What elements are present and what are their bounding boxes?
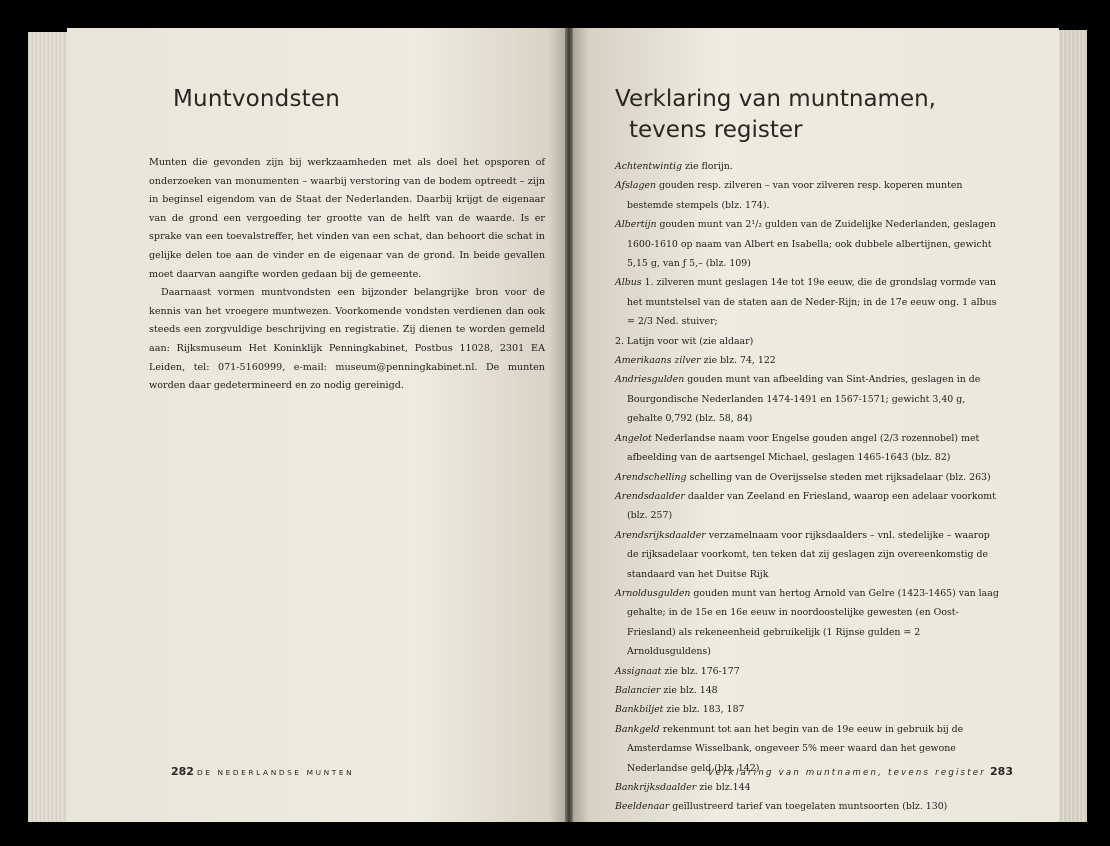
glossary-term: Arnoldusgulden bbox=[615, 587, 691, 599]
glossary-entry bbox=[615, 662, 999, 681]
glossary-definition: verzamelnaam voor rijksdaalders – vnl. stedelijke – waarop de rijksadelaar voorkomt, ten teken dat zij geslagen zijn overeenkomstig de standaard van het Duitse Rijk bbox=[627, 529, 990, 580]
glossary-entry bbox=[615, 273, 999, 331]
glossary-term: Albertijn bbox=[615, 219, 657, 231]
glossary-definition: gouden munt van hertog Arnold van Gelre (1423-1465) van laag gehalte; in de 15e en 16e eeuw in noordoostelijke gewesten (en Oost-Friesland) als rekeneenheid gebruikelijk (1 Rijnse gulden = 2 Arnoldusguldens) bbox=[627, 587, 999, 658]
glossary-entry bbox=[615, 429, 999, 468]
glossary-entry bbox=[615, 332, 999, 351]
glossary-definition: rekenmunt tot aan het begin van de 19e eeuw in gebruik bij de Amsterdamse Wisselbank, ongeveer 5% meer waard dan het gewone Nederlandse geld (blz. 142) bbox=[627, 723, 964, 774]
glossary-entry bbox=[615, 700, 999, 719]
glossary-definition: 1. zilveren munt geslagen 14e tot 19e eeuw, die de grondslag vormde van het muntstelsel van de staten aan de Neder-Rijn; in de 17e eeuw ong. 1 albus = 2/3 Ned. stuiver; bbox=[627, 277, 997, 328]
glossary-entry bbox=[615, 176, 999, 215]
glossary-entry bbox=[615, 487, 999, 526]
glossary-term: Arendsrijksdaalder bbox=[615, 529, 706, 541]
left-page-body bbox=[149, 154, 545, 396]
glossary-entry bbox=[615, 351, 999, 370]
glossary-definition: Nederlandse naam voor Engelse gouden angel (2/3 rozennobel) met afbeelding van de aartsengel Michael, geslagen 1465-1643 (blz. 82) bbox=[627, 432, 980, 464]
glossary-term: Arendsdaalder bbox=[615, 490, 685, 502]
glossary-definition: zie blz. 183, 187 bbox=[666, 704, 745, 716]
left-page-title: Muntvondsten bbox=[173, 86, 341, 112]
glossary-term: Angelot bbox=[615, 432, 652, 444]
right-page bbox=[569, 28, 1059, 822]
paragraph: Munten die gevonden zijn bij werkzaamheden met als doel het opsporen of onderzoeken van monumenten – waarbij verstoring van de bodem optreedt – zijn in beginsel eigendom van de Staat der Nederlanden. Daarbij krijgt de eigenaar van de grond een vergoeding ter grootte van de helft van de waarde. Is er sprake van een toevalstreffer, het vinden van een schat, dan behoort die schat in gelijke delen toe aan de vinder en de eigenaar van de grond. In beide gevallen moet daarvan aangifte worden gedaan bij de gemeente. bbox=[149, 157, 545, 280]
glossary-definition: zie blz. 176-177 bbox=[664, 665, 740, 677]
glossary-definition: 2. Latijn voor wit (zie aldaar) bbox=[615, 335, 754, 347]
paragraph: Daarnaast vormen muntvondsten een bijzonder belangrijke bron voor de kennis van het vroegere muntwezen. Voorkomende vondsten verdienen dan ook steeds een zorgvuldige beschrijving en registratie. Zij dienen te worden gemeld aan: Rijksmuseum Het Koninklijk Penningkabinet, Postbus 11028, 2301 EA Leiden, tel: 071-5160999, e-mail: museum@penningkabinet.nl. De munten worden daar gedetermineerd en zo nodig gereinigd. bbox=[149, 287, 545, 392]
left-page-footer bbox=[171, 760, 354, 779]
glossary-term: Assignaat bbox=[615, 665, 662, 677]
glossary-definition: daalder van Zeeland en Friesland, waarop een adelaar voorkomt (blz. 257) bbox=[627, 490, 996, 522]
glossary-entry bbox=[615, 584, 999, 662]
running-footer: Verklaring van muntnamen, tevens register bbox=[707, 768, 987, 778]
glossary-entry bbox=[615, 526, 999, 584]
glossary-entry bbox=[615, 778, 999, 797]
right-page-title bbox=[615, 84, 936, 146]
glossary-term: Andriesgulden bbox=[615, 374, 685, 386]
right-page-edges bbox=[1059, 30, 1087, 822]
glossary-definition: zie blz. 148 bbox=[663, 684, 718, 696]
glossary-list bbox=[615, 157, 999, 817]
glossary-entry bbox=[615, 797, 999, 816]
glossary-term: Amerikaans zilver bbox=[615, 355, 701, 367]
glossary-definition: zie blz.144 bbox=[699, 782, 751, 793]
glossary-entry bbox=[615, 370, 999, 428]
glossary-term: Bankrijksdaalder bbox=[615, 782, 697, 793]
glossary-definition: zie florijn. bbox=[685, 161, 733, 172]
glossary-definition: schelling van de Overijsselse steden met rijksadelaar (blz. 263) bbox=[689, 471, 991, 483]
left-page-edges bbox=[28, 32, 68, 822]
glossary-definition: gouden munt van afbeelding van Sint-Andries, geslagen in de Bourgondische Nederlanden 1474-1491 en 1567-1571; gewicht 3,40 g, gehalte 0,792 (blz. 58, 84) bbox=[627, 374, 981, 425]
glossary-entry bbox=[615, 157, 999, 176]
title-line: Verklaring van muntnamen, bbox=[615, 86, 936, 112]
glossary-term: Achtentwintig bbox=[615, 161, 683, 172]
glossary-definition: gouden munt van 2¹/₂ gulden van de Zuidelijke Nederlanden, geslagen 1600-1610 op naam van Albert en Isabella; ook dubbele albertijnen, gewicht 5,15 g, van ƒ 5,– (blz. 109) bbox=[627, 219, 996, 270]
left-page bbox=[67, 28, 569, 822]
glossary-term: Bankgeld bbox=[615, 723, 660, 735]
glossary-term: Balancier bbox=[615, 684, 661, 696]
page-number: 283 bbox=[990, 765, 1013, 778]
glossary-definition: zie blz. 74, 122 bbox=[703, 355, 776, 367]
glossary-entry bbox=[615, 468, 999, 487]
glossary-definition: gouden resp. zilveren – van voor zilveren resp. koperen munten bestemde stempels (blz. 174). bbox=[627, 180, 963, 211]
running-footer: DE NEDERLANDSE MUNTEN bbox=[196, 768, 355, 777]
glossary-entry bbox=[615, 681, 999, 700]
book-gutter bbox=[565, 28, 573, 822]
title-line: tevens register bbox=[629, 117, 803, 143]
glossary-term: Afslagen bbox=[615, 180, 657, 192]
glossary-term: Beeldenaar bbox=[615, 801, 670, 813]
page-number: 282 bbox=[171, 765, 194, 778]
glossary-term: Bankbiljet bbox=[615, 704, 664, 716]
glossary-term: Albus bbox=[615, 277, 642, 289]
glossary-entry bbox=[615, 215, 999, 273]
open-book bbox=[25, 20, 1087, 828]
glossary-definition: geïllustreerd tarief van toegelaten muntsoorten (blz. 130) bbox=[672, 801, 948, 813]
right-page-footer bbox=[708, 760, 1013, 779]
glossary-term: Arendschelling bbox=[615, 471, 687, 483]
